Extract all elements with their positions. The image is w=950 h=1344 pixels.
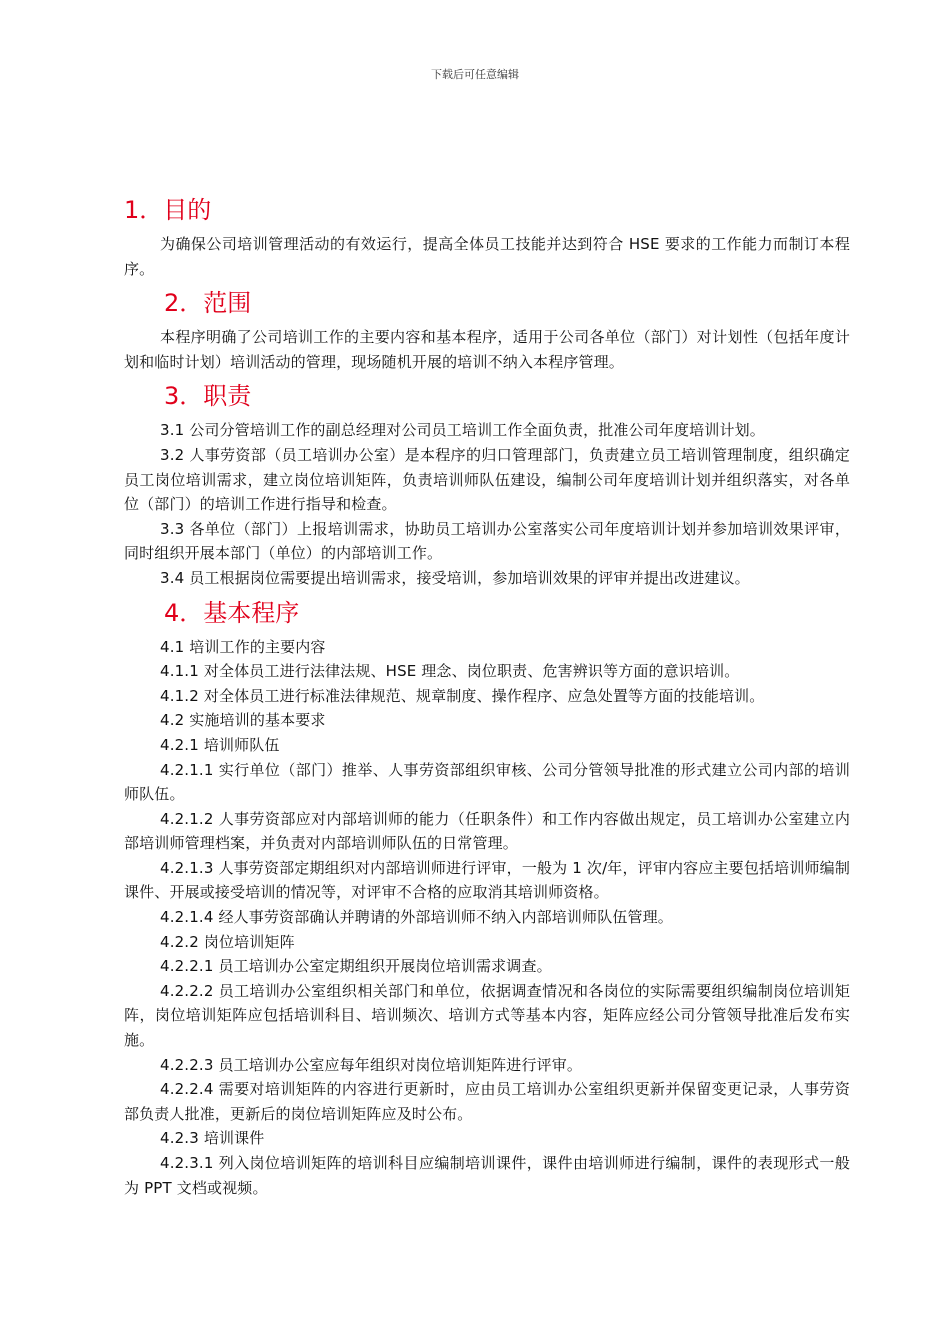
paragraph: 4.2.1 培训师队伍 xyxy=(160,735,280,754)
document-body xyxy=(124,180,850,1200)
section-title-scope: 2．范围 xyxy=(164,289,252,318)
section-title-procedure: 4．基本程序 xyxy=(164,598,300,627)
paragraph: 4.1.1 对全体员工进行法律法规、HSE 理念、岗位职责、危害辨识等方面的意识培训。 xyxy=(160,662,740,681)
paragraph: 4.2.1.4 经人事劳资部确认并聘请的外部培训师不纳入内部培训师队伍管理。 xyxy=(160,908,673,927)
paragraph: 4.2.2 岗位培训矩阵 xyxy=(160,932,295,951)
paragraph: 4.2.3 培训课件 xyxy=(160,1129,265,1148)
paragraph: 本程序明确了公司培训工作的主要内容和基本程序，适用于公司各单位（部门）对计划性（包括年度计划和临时计划）培训活动的管理，现场随机开展的培训不纳入本程序管理。 xyxy=(124,328,850,371)
paragraph: 4.2.2.3 员工培训办公室应每年组织对岗位培训矩阵进行评审。 xyxy=(160,1055,583,1074)
paragraph: 3.1 公司分管培训工作的副总经理对公司员工培训工作全面负责，批准公司年度培训计划。 xyxy=(160,421,765,440)
paragraph: 4.2.2.1 员工培训办公室定期组织开展岗位培训需求调查。 xyxy=(160,957,552,976)
paragraph: 4.1.2 对全体员工进行标准法律规范、规章制度、操作程序、应急处置等方面的技能培训。 xyxy=(160,686,765,705)
section-title-responsibilities: 3．职责 xyxy=(164,382,252,411)
paragraph: 4.2.1.1 实行单位（部门）推举、人事劳资部组织审核、公司分管领导批准的形式建立公司内部的培训师队伍。 xyxy=(124,760,850,804)
paragraph: 3.2 人事劳资部（员工培训办公室）是本程序的归口管理部门，负责建立员工培训管理制度，组织确定员工岗位培训需求，建立岗位培训矩阵，负责培训师队伍建设，编制公司年度培训计划并组织落实，对各单位（部门）的培训工作进行指导和检查。 xyxy=(124,445,850,514)
paragraph: 4.2.1.2 人事劳资部应对内部培训师的能力（任职条件）和工作内容做出规定，员工培训办公室建立内部培训师管理档案，并负责对内部培训师队伍的日常管理。 xyxy=(124,809,850,853)
paragraph: 4.2 实施培训的基本要求 xyxy=(160,711,326,730)
paragraph: 4.2.2.2 员工培训办公室组织相关部门和单位，依据调查情况和各岗位的实际需要组织编制岗位培训矩阵，岗位培训矩阵应包括培训科目、培训频次、培训方式等基本内容，矩阵应经公司分管领导批准后发布实施。 xyxy=(124,981,850,1050)
header-note: 下载后可任意编辑 xyxy=(431,68,519,81)
paragraph: 为确保公司培训管理活动的有效运行，提高全体员工技能并达到符合 HSE 要求的工作能力而制订本程序。 xyxy=(124,235,850,278)
section-title-purpose: 1．目的 xyxy=(124,196,212,224)
paragraph: 4.2.1.3 人事劳资部定期组织对内部培训师进行评审，一般为 1 次/年，评审内容应主要包括培训师编制课件、开展或接受培训的情况等，对评审不合格的应取消其培训师资格。 xyxy=(124,858,850,902)
paragraph: 4.1 培训工作的主要内容 xyxy=(160,637,326,656)
paragraph: 3.4 员工根据岗位需要提出培训需求，接受培训，参加培训效果的评审并提出改进建议。 xyxy=(160,568,750,587)
paragraph: 4.2.3.1 列入岗位培训矩阵的培训科目应编制培训课件，课件由培训师进行编制，课件的表现形式一般为 PPT 文档或视频。 xyxy=(124,1154,850,1197)
paragraph: 3.3 各单位（部门）上报培训需求，协助员工培训办公室落实公司年度培训计划并参加培训效果评审，同时组织开展本部门（单位）的内部培训工作。 xyxy=(124,519,850,563)
paragraph: 4.2.2.4 需要对培训矩阵的内容进行更新时，应由员工培训办公室组织更新并保留变更记录，人事劳资部负责人批准，更新后的岗位培训矩阵应及时公布。 xyxy=(124,1080,850,1123)
